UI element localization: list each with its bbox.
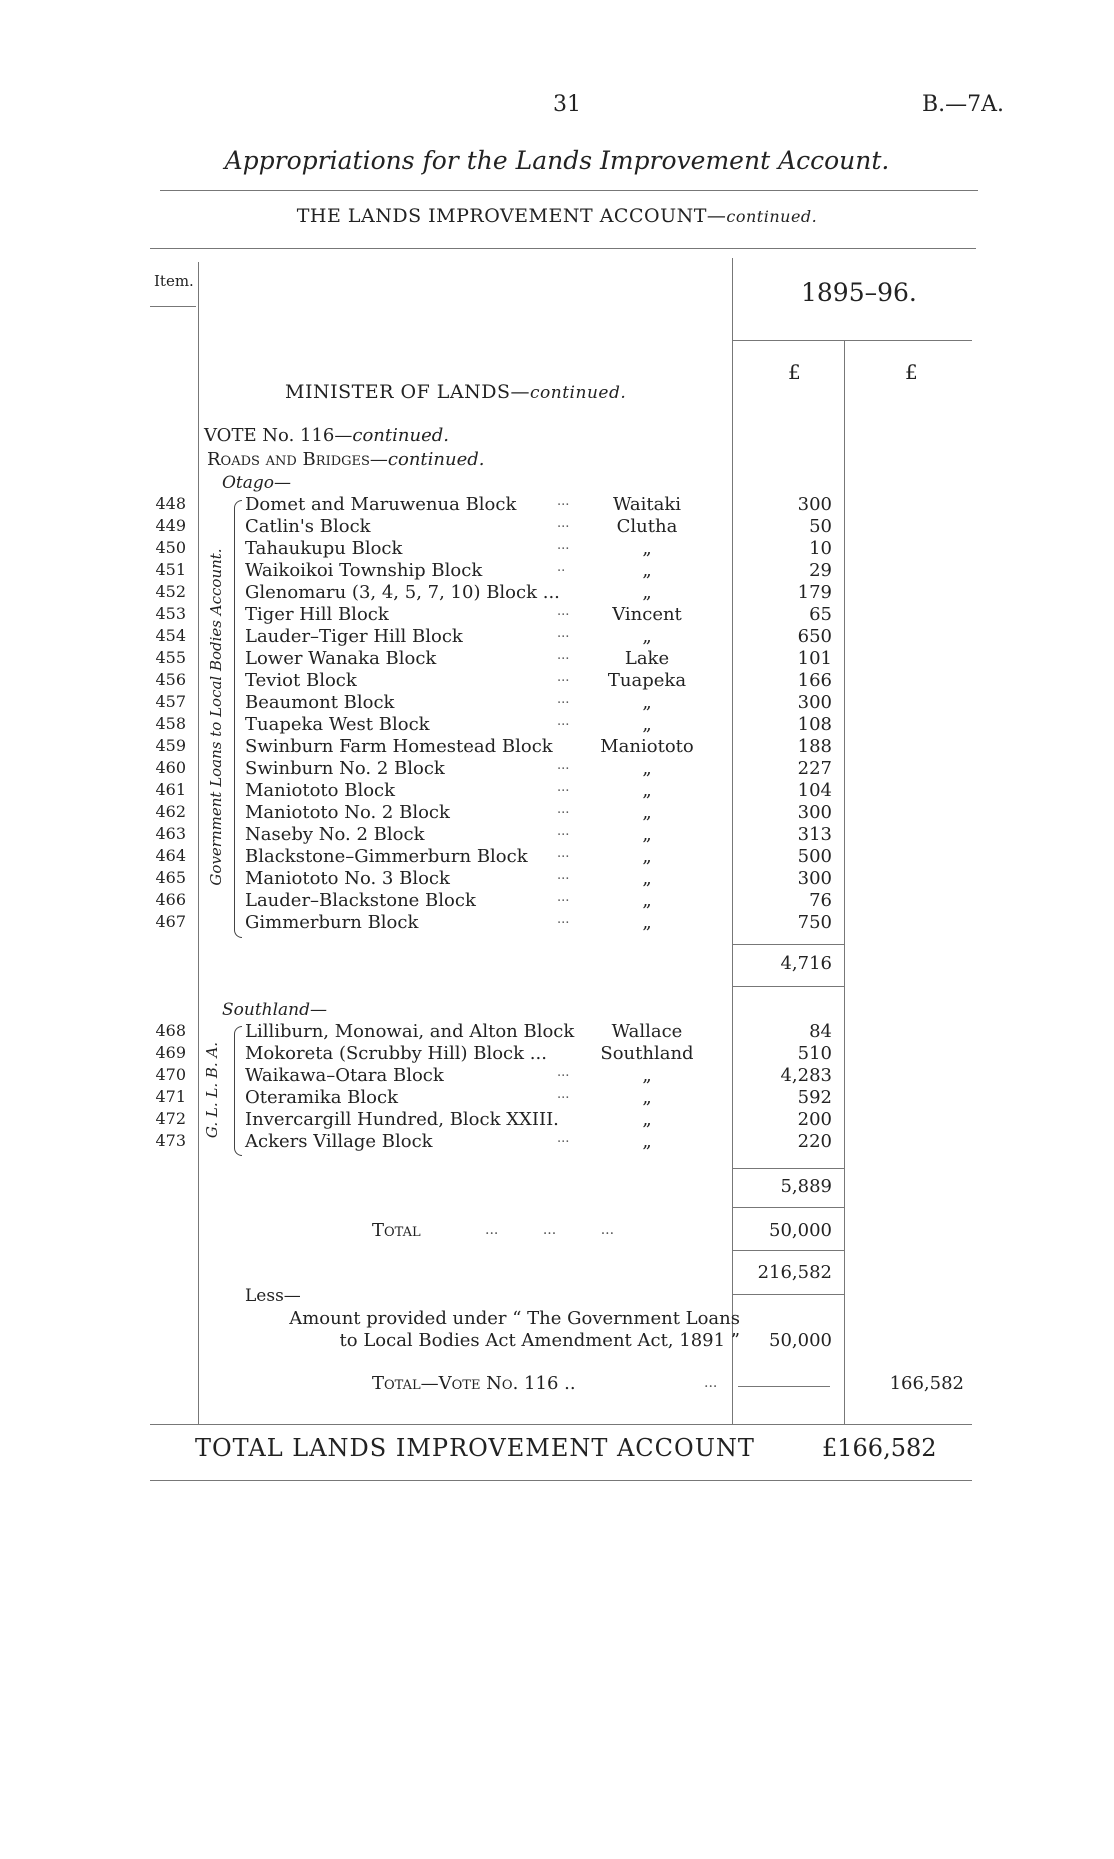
leader-dots: ... — [557, 868, 570, 883]
district-name: „ — [642, 912, 652, 933]
district-name: „ — [642, 538, 652, 559]
table-row — [0, 758, 1114, 780]
table-bottom-rule — [150, 1424, 972, 1425]
less-label: Less— — [245, 1286, 301, 1306]
total-rule — [732, 1250, 844, 1251]
total-label — [372, 1220, 421, 1241]
amount-value: 76 — [809, 890, 832, 911]
table-row — [0, 1021, 1114, 1043]
subtitle-main: THE LANDS IMPROVEMENT ACCOUNT— — [296, 205, 727, 227]
amount-value: 104 — [797, 780, 832, 801]
region-southland: Southland— — [222, 1000, 328, 1020]
district-name: „ — [642, 780, 652, 801]
item-number: 470 — [155, 1065, 186, 1084]
table-row — [0, 868, 1114, 890]
vote-heading — [204, 425, 449, 446]
less-description-line2: to Local Bodies Act Amendment Act, 1891 ” — [339, 1330, 740, 1351]
southland-subtotal: 5,889 — [780, 1176, 832, 1197]
vote-total-label-text: Total—Vote No. 116 .. — [372, 1373, 576, 1394]
amount-value: 227 — [797, 758, 832, 779]
block-name: Lauder–Blackstone Block — [245, 890, 476, 911]
block-name: Maniototo No. 3 Block — [245, 868, 450, 889]
grand-total-rule — [150, 1480, 972, 1481]
southland-side-label: G. L. L. B. A. — [203, 1041, 221, 1139]
less-description-line1: Amount provided under “ The Government Loans — [289, 1308, 740, 1329]
southland-subtotal-rule — [732, 1168, 844, 1169]
item-number: 456 — [155, 670, 186, 689]
leader-dots: ... — [557, 494, 570, 509]
block-name: Tuapeka West Block — [245, 714, 430, 735]
grand-total-label: TOTAL LANDS IMPROVEMENT ACCOUNT — [195, 1434, 755, 1462]
district-name: „ — [642, 890, 652, 911]
table-row — [0, 692, 1114, 714]
amount-value: 650 — [797, 626, 832, 647]
table-row — [0, 604, 1114, 626]
leader-dots: ... — [557, 802, 570, 817]
item-number: 448 — [155, 494, 186, 513]
table-row — [0, 1087, 1114, 1109]
district-name: Vincent — [612, 604, 682, 625]
amount-value: 50 — [809, 516, 832, 537]
block-name: Lauder–Tiger Hill Block — [245, 626, 463, 647]
amount-value: 300 — [797, 868, 832, 889]
leader-dots: ... — [557, 714, 570, 729]
subtitle-continued: continued. — [726, 207, 818, 226]
region-otago: Otago— — [222, 473, 292, 493]
vote-total-amount: 166,582 — [889, 1373, 964, 1394]
district-name: „ — [642, 868, 652, 889]
block-name: Oteramika Block — [245, 1087, 398, 1108]
table-row — [0, 538, 1114, 560]
leader-dots: .. — [557, 560, 566, 575]
block-name: Maniototo Block — [245, 780, 396, 801]
district-name: Lake — [624, 648, 670, 669]
leader-dots: ... — [557, 1065, 570, 1080]
block-name: Catlin's Block — [245, 516, 371, 537]
district-name: „ — [642, 802, 652, 823]
total-label-text: Total — [372, 1220, 421, 1241]
leader-dots: ... — [557, 648, 570, 663]
pound-symbol-col1: £ — [788, 360, 801, 384]
item-number: 471 — [155, 1087, 186, 1106]
leader-dots: ... — [557, 846, 570, 861]
item-number: 449 — [155, 516, 186, 535]
grand-total-amount: £166,582 — [822, 1434, 937, 1462]
district-name: Maniototo — [600, 736, 694, 757]
table-row — [0, 780, 1114, 802]
amount-value: 10 — [809, 538, 832, 559]
block-name: Invercargill Hundred, Block XXIII. — [245, 1109, 559, 1130]
item-number: 465 — [155, 868, 186, 887]
item-number: 450 — [155, 538, 186, 557]
block-name: Naseby No. 2 Block — [245, 824, 425, 845]
item-number: 453 — [155, 604, 186, 623]
block-name: Tahaukupu Block — [245, 538, 403, 559]
amount-value: 592 — [797, 1087, 832, 1108]
amount-value: 750 — [797, 912, 832, 933]
total-leader-dots: ... ... ... — [485, 1222, 615, 1238]
amount-value: 510 — [797, 1043, 832, 1064]
amount-value: 300 — [797, 494, 832, 515]
amount-value: 4,283 — [780, 1065, 832, 1086]
item-number: 462 — [155, 802, 186, 821]
district-name: Waitaki — [612, 494, 682, 515]
item-number: 451 — [155, 560, 186, 579]
district-name: „ — [642, 714, 652, 735]
amount-value: 101 — [797, 648, 832, 669]
block-name: Beaumont Block — [245, 692, 395, 713]
item-number: 459 — [155, 736, 186, 755]
vote-main: VOTE No. 116— — [204, 425, 353, 446]
district-name: „ — [642, 1087, 652, 1108]
less-amount: 50,000 — [769, 1330, 832, 1351]
amount-value: 313 — [797, 824, 832, 845]
amount-value: 84 — [809, 1021, 832, 1042]
otago-subtotal-rule-bottom — [732, 986, 844, 987]
block-name: Domet and Maruwenua Block — [245, 494, 517, 515]
item-number: 463 — [155, 824, 186, 843]
leader-dots: ... — [557, 912, 570, 927]
block-name: Tiger Hill Block — [245, 604, 389, 625]
district-name: „ — [642, 1131, 652, 1152]
block-name: Glenomaru (3, 4, 5, 7, 10) Block ... — [245, 582, 560, 603]
amount-value: 179 — [797, 582, 832, 603]
vote-total-dots: ... — [704, 1375, 718, 1391]
leader-dots: ... — [557, 758, 570, 773]
leader-dots: ... — [557, 626, 570, 641]
table-row — [0, 626, 1114, 648]
item-number: 473 — [155, 1131, 186, 1150]
leader-dots: ... — [557, 1131, 570, 1146]
roads-main: Roads and Bridges— — [207, 449, 388, 470]
block-name: Swinburn No. 2 Block — [245, 758, 445, 779]
amount-value: 188 — [797, 736, 832, 757]
total-amount: 50,000 — [769, 1220, 832, 1241]
year-underline — [732, 340, 972, 341]
block-name: Maniototo No. 2 Block — [245, 802, 450, 823]
table-row — [0, 582, 1114, 604]
table-row — [0, 560, 1114, 582]
vote-continued: continued. — [352, 425, 449, 446]
item-header-underline — [150, 306, 196, 307]
block-name: Gimmerburn Block — [245, 912, 419, 933]
table-row — [0, 846, 1114, 868]
district-name: „ — [642, 1109, 652, 1130]
amount-value: 108 — [797, 714, 832, 735]
leader-dots: ... — [557, 516, 570, 531]
item-column-header: Item. — [154, 272, 194, 290]
item-number: 467 — [155, 912, 186, 931]
table-row — [0, 494, 1114, 516]
district-name: „ — [642, 846, 652, 867]
leader-dots: ... — [557, 604, 570, 619]
table-row — [0, 802, 1114, 824]
rule-under-title — [160, 190, 978, 191]
item-number: 461 — [155, 780, 186, 799]
item-number: 457 — [155, 692, 186, 711]
district-name: „ — [642, 582, 652, 603]
table-row — [0, 824, 1114, 846]
amount-value: 300 — [797, 692, 832, 713]
roads-heading — [207, 449, 485, 470]
table-row — [0, 1109, 1114, 1131]
vote-total-label — [372, 1373, 576, 1394]
gross-rule — [732, 1294, 844, 1295]
section-subtitle — [0, 205, 1114, 227]
page-number: 31 — [553, 92, 581, 117]
item-number: 466 — [155, 890, 186, 909]
leader-dots: ... — [557, 692, 570, 707]
vote-total-dash — [738, 1386, 830, 1387]
table-row — [0, 736, 1114, 758]
table-row — [0, 912, 1114, 934]
item-number: 455 — [155, 648, 186, 667]
gross-amount: 216,582 — [757, 1262, 832, 1283]
amount-value: 65 — [809, 604, 832, 625]
pound-symbol-col2: £ — [905, 360, 918, 384]
item-number: 468 — [155, 1021, 186, 1040]
district-name: „ — [642, 1065, 652, 1086]
table-row — [0, 648, 1114, 670]
item-number: 458 — [155, 714, 186, 733]
fiscal-year: 1895–96. — [801, 278, 917, 307]
item-number: 454 — [155, 626, 186, 645]
item-number: 472 — [155, 1109, 186, 1128]
district-name: „ — [642, 692, 652, 713]
district-name: Clutha — [616, 516, 678, 537]
otago-side-label: Government Loans to Local Bodies Account. — [207, 548, 225, 886]
roads-continued: continued. — [387, 449, 485, 470]
item-number: 469 — [155, 1043, 186, 1062]
table-row — [0, 1043, 1114, 1065]
ministry-heading — [285, 381, 626, 403]
ministry-continued: continued. — [530, 383, 627, 403]
table-row — [0, 890, 1114, 912]
block-name: Waikoikoi Township Block — [245, 560, 483, 581]
table-top-rule — [150, 248, 976, 249]
block-name: Mokoreta (Scrubby Hill) Block ... — [245, 1043, 547, 1064]
district-name: Tuapeka — [607, 670, 687, 691]
southland-subtotal-rule-bottom — [732, 1207, 844, 1208]
district-name: „ — [642, 626, 652, 647]
item-number: 452 — [155, 582, 186, 601]
block-name: Lower Wanaka Block — [245, 648, 437, 669]
table-row — [0, 670, 1114, 692]
table-row — [0, 714, 1114, 736]
item-number: 464 — [155, 846, 186, 865]
block-name: Swinburn Farm Homestead Block — [245, 736, 553, 757]
document-reference: B.—7A. — [922, 92, 1005, 117]
leader-dots: ... — [557, 670, 570, 685]
block-name: Ackers Village Block — [245, 1131, 433, 1152]
amount-value: 166 — [797, 670, 832, 691]
amount-value: 29 — [809, 560, 832, 581]
block-name: Blackstone–Gimmerburn Block — [245, 846, 528, 867]
amount-value: 500 — [797, 846, 832, 867]
block-name: Lilliburn, Monowai, and Alton Block — [245, 1021, 575, 1042]
leader-dots: ... — [557, 890, 570, 905]
ministry-main: MINISTER OF LANDS— — [285, 381, 531, 403]
page-title: Appropriations for the Lands Improvement Account. — [224, 146, 890, 175]
table-row — [0, 516, 1114, 538]
item-number: 460 — [155, 758, 186, 777]
block-name: Teviot Block — [245, 670, 357, 691]
district-name: „ — [642, 560, 652, 581]
table-row — [0, 1065, 1114, 1087]
district-name: Southland — [600, 1043, 694, 1064]
otago-subtotal: 4,716 — [780, 953, 832, 974]
block-name: Waikawa–Otara Block — [245, 1065, 444, 1086]
leader-dots: ... — [557, 1087, 570, 1102]
leader-dots: ... — [557, 780, 570, 795]
amount-value: 300 — [797, 802, 832, 823]
district-name: Wallace — [611, 1021, 683, 1042]
amount-value: 220 — [797, 1131, 832, 1152]
leader-dots: ... — [557, 824, 570, 839]
district-name: „ — [642, 758, 652, 779]
amount-value: 200 — [797, 1109, 832, 1130]
district-name: „ — [642, 824, 652, 845]
leader-dots: ... — [557, 538, 570, 553]
table-row — [0, 1131, 1114, 1153]
otago-subtotal-rule — [732, 944, 844, 945]
